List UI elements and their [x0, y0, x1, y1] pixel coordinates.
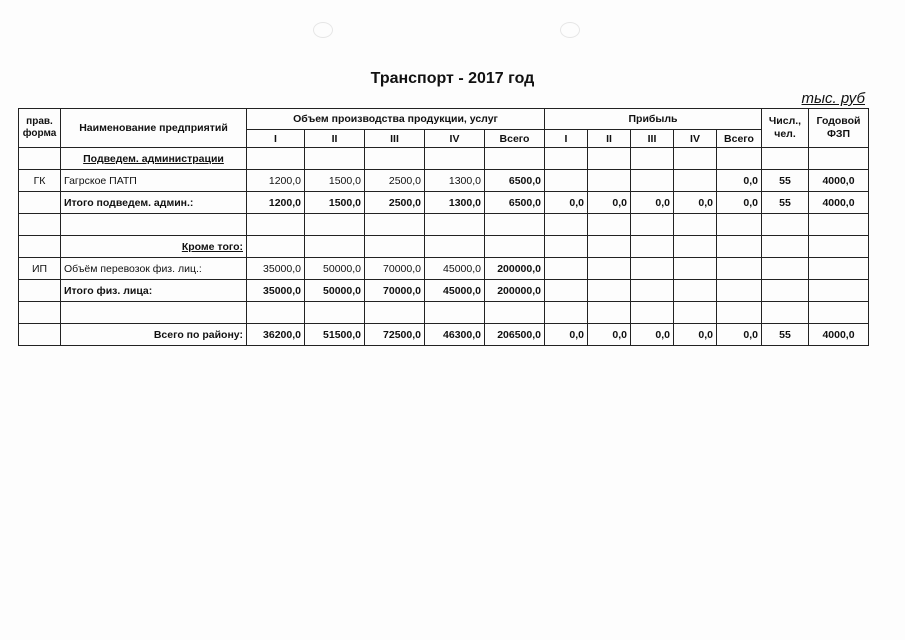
form-cell: ИП	[19, 258, 61, 280]
profit-q2-cell: 0,0	[588, 324, 631, 346]
profit-q3-cell: 0,0	[631, 192, 674, 214]
header-prod-q1: I	[247, 130, 305, 148]
header-fzp: Годовой ФЗП	[809, 109, 869, 148]
prod-q1-cell: 35000,0	[247, 258, 305, 280]
subtotal-row	[19, 280, 869, 302]
prod-q3-cell: 70000,0	[365, 280, 425, 302]
profit-total-cell: 0,0	[717, 192, 762, 214]
staff-cell: 55	[762, 192, 809, 214]
profit-q1-cell: 0,0	[545, 324, 588, 346]
punch-hole-left	[313, 22, 333, 38]
fzp-cell: 4000,0	[809, 192, 869, 214]
header-profit-q1: I	[545, 130, 588, 148]
profit-q2-cell: 0,0	[588, 192, 631, 214]
prod-q3-cell: 70000,0	[365, 258, 425, 280]
header-profit-total: Всего	[717, 130, 762, 148]
prod-q4-cell: 45000,0	[425, 258, 485, 280]
header-row-1	[19, 109, 869, 130]
profit-total-cell: 0,0	[717, 170, 762, 192]
profit-q4-cell: 0,0	[674, 324, 717, 346]
unit-label: тыс. руб	[801, 90, 865, 107]
prod-total-cell: 200000,0	[485, 258, 545, 280]
section-row	[19, 236, 869, 258]
prod-q3-cell: 2500,0	[365, 170, 425, 192]
fzp-cell: 4000,0	[809, 324, 869, 346]
name-cell: Гагрское ПАТП	[61, 170, 247, 192]
profit-q4-cell: 0,0	[674, 192, 717, 214]
prod-q4-cell: 45000,0	[425, 280, 485, 302]
header-form: прав. форма	[19, 109, 61, 148]
header-profit-q3: III	[631, 130, 674, 148]
prod-total-cell: 206500,0	[485, 324, 545, 346]
prod-q1-cell: 1200,0	[247, 192, 305, 214]
section-row	[19, 148, 869, 170]
section-title: Кроме того:	[61, 236, 247, 258]
report-table	[18, 108, 869, 346]
header-production: Объем производства продукции, услуг	[247, 109, 545, 130]
prod-q4-cell: 1300,0	[425, 170, 485, 192]
prod-q2-cell: 50000,0	[305, 280, 365, 302]
prod-q2-cell: 51500,0	[305, 324, 365, 346]
name-cell: Итого физ. лица:	[61, 280, 247, 302]
prod-q3-cell: 2500,0	[365, 192, 425, 214]
profit-q1-cell: 0,0	[545, 192, 588, 214]
empty-row	[19, 302, 869, 324]
table-row	[19, 170, 869, 192]
prod-q3-cell: 72500,0	[365, 324, 425, 346]
profit-total-cell: 0,0	[717, 324, 762, 346]
header-prod-q4: IV	[425, 130, 485, 148]
prod-q1-cell: 1200,0	[247, 170, 305, 192]
header-staff: Числ., чел.	[762, 109, 809, 148]
punch-hole-right	[560, 22, 580, 38]
prod-q2-cell: 50000,0	[305, 258, 365, 280]
name-cell: Объём перевозок физ. лиц.:	[61, 258, 247, 280]
header-prod-total: Всего	[485, 130, 545, 148]
prod-q1-cell: 35000,0	[247, 280, 305, 302]
header-profit-q4: IV	[674, 130, 717, 148]
prod-q2-cell: 1500,0	[305, 170, 365, 192]
prod-total-cell: 6500,0	[485, 170, 545, 192]
header-prod-q2: II	[305, 130, 365, 148]
subtotal-row	[19, 192, 869, 214]
staff-cell: 55	[762, 324, 809, 346]
header-profit-q2: II	[588, 130, 631, 148]
prod-total-cell: 6500,0	[485, 192, 545, 214]
header-name: Наименование предприятий	[61, 109, 247, 148]
prod-q4-cell: 46300,0	[425, 324, 485, 346]
prod-q4-cell: 1300,0	[425, 192, 485, 214]
prod-total-cell: 200000,0	[485, 280, 545, 302]
section-title: Подведем. администрации	[61, 148, 247, 170]
grand-total-row	[19, 324, 869, 346]
profit-q3-cell: 0,0	[631, 324, 674, 346]
header-profit: Прибыль	[545, 109, 762, 130]
name-cell: Всего по району:	[61, 324, 247, 346]
prod-q2-cell: 1500,0	[305, 192, 365, 214]
name-cell: Итого подведем. админ.:	[61, 192, 247, 214]
page-title: Транспорт - 2017 год	[370, 70, 535, 87]
form-cell: ГК	[19, 170, 61, 192]
table-row	[19, 258, 869, 280]
empty-row	[19, 214, 869, 236]
header-prod-q3: III	[365, 130, 425, 148]
staff-cell: 55	[762, 170, 809, 192]
prod-q1-cell: 36200,0	[247, 324, 305, 346]
fzp-cell: 4000,0	[809, 170, 869, 192]
